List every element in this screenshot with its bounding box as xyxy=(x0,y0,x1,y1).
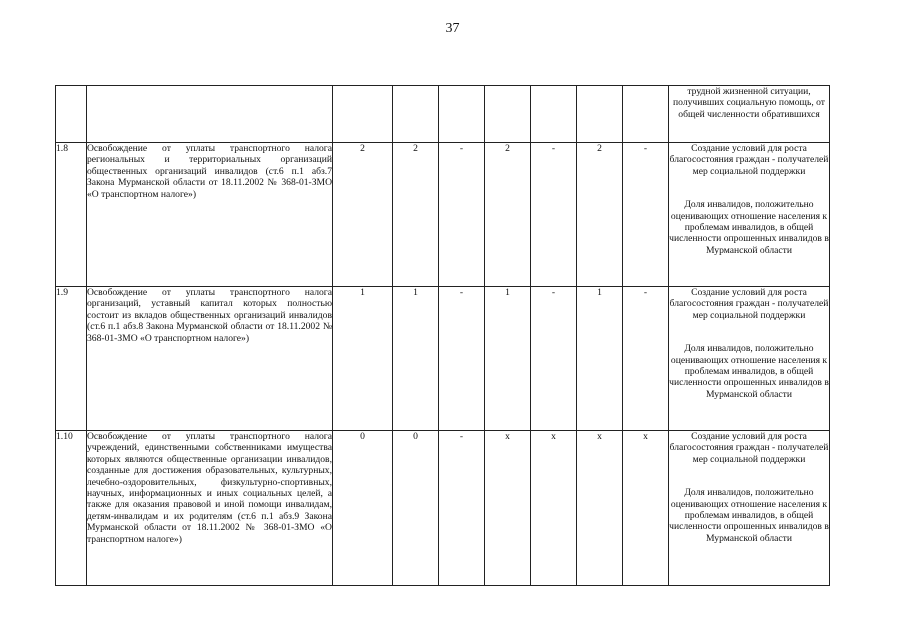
row-number: 1.9 xyxy=(56,287,87,431)
value-cell: - xyxy=(439,287,485,431)
value-cell: 0 xyxy=(393,431,439,586)
indicator-cell xyxy=(669,143,830,287)
value-cell: - xyxy=(439,431,485,586)
value-cell: 1 xyxy=(485,287,531,431)
row-description: Освобождение от уплаты транспортного налога организаций, уставный капитал которых полностью состоит из вкладов общественных организаций инвалидов (ст.6 п.1 абз.8 Закона Мурманской области от 18.11.2002 № 368-01-ЗМО «О транспортном налоге») xyxy=(87,287,333,431)
value-cell: x xyxy=(531,431,577,586)
value-cell: 2 xyxy=(393,143,439,287)
row-description: Освобождение от уплаты транспортного налога региональных и территориальных организаций общественных организаций инвалидов (ст.6 п.1 абз.7 Закона Мурманской области от 18.11.2002 № 368-01-ЗМО «О транспортном налоге») xyxy=(87,143,333,287)
value-cell: x xyxy=(485,431,531,586)
value-cell: - xyxy=(439,143,485,287)
value-cell: x xyxy=(577,431,623,586)
indicator-text: трудной жизненной ситуации, получивших социальную помощь, от общей численности обратившихся xyxy=(673,86,825,120)
indicator-cell xyxy=(669,86,830,143)
description-cell xyxy=(87,86,333,143)
tax-benefits-table xyxy=(55,85,830,586)
row-description: Освобождение от уплаты транспортного налога учреждений, единственными собственниками имущества которых являются общественные организации инвалидов, созданные для достижения образовательных, культурных, лечебно-оздоровительных, физкультурно-спортивных, научных, информационных и иных социальных целей, а также для оказания правовой и иной помощи инвалидам, детям-инвалидам и их родителям (ст.6 п.1 абз.9 Закона Мурманской области от 18.11.2002 № 368-01-ЗМО «О транспортном налоге») xyxy=(87,431,333,586)
indicator-1: Создание условий для роста благосостояния граждан - получателей мер социальной поддержки xyxy=(669,143,829,177)
row-number: 1.10 xyxy=(56,431,87,586)
page-number: 37 xyxy=(445,21,460,36)
row-number: 1.8 xyxy=(56,143,87,287)
num-cell xyxy=(56,86,87,143)
indicator-2: Доля инвалидов, положительно оценивающих отношение населения к проблемам инвалидов, в общей численности опрошенных инвалидов в Мурманской области xyxy=(669,487,829,544)
value-cell: 1 xyxy=(577,287,623,431)
table-row xyxy=(56,431,830,586)
value-cell: x xyxy=(623,431,669,586)
indicator-cell xyxy=(669,287,830,431)
value-cell: 2 xyxy=(577,143,623,287)
value-cell: 2 xyxy=(333,143,393,287)
indicator-1: Создание условий для роста благосостояния граждан - получателей мер социальной поддержки xyxy=(669,431,829,465)
value-cell: 2 xyxy=(485,143,531,287)
table-row xyxy=(56,143,830,287)
table-row xyxy=(56,287,830,431)
indicator-1: Создание условий для роста благосостояния граждан - получателей мер социальной поддержки xyxy=(669,287,829,321)
value-cell: - xyxy=(531,143,577,287)
value-cell: 1 xyxy=(333,287,393,431)
value-cell: - xyxy=(623,287,669,431)
value-cell: 1 xyxy=(393,287,439,431)
indicator-2: Доля инвалидов, положительно оценивающих отношение населения к проблемам инвалидов, в общей численности опрошенных инвалидов в Мурманской области xyxy=(669,199,829,256)
indicator-2: Доля инвалидов, положительно оценивающих отношение населения к проблемам инвалидов, в общей численности опрошенных инвалидов в Мурманской области xyxy=(669,343,829,400)
value-cell: - xyxy=(623,143,669,287)
value-cell: 0 xyxy=(333,431,393,586)
value-cell: - xyxy=(531,287,577,431)
table-row-continuation xyxy=(56,86,830,143)
indicator-cell xyxy=(669,431,830,586)
